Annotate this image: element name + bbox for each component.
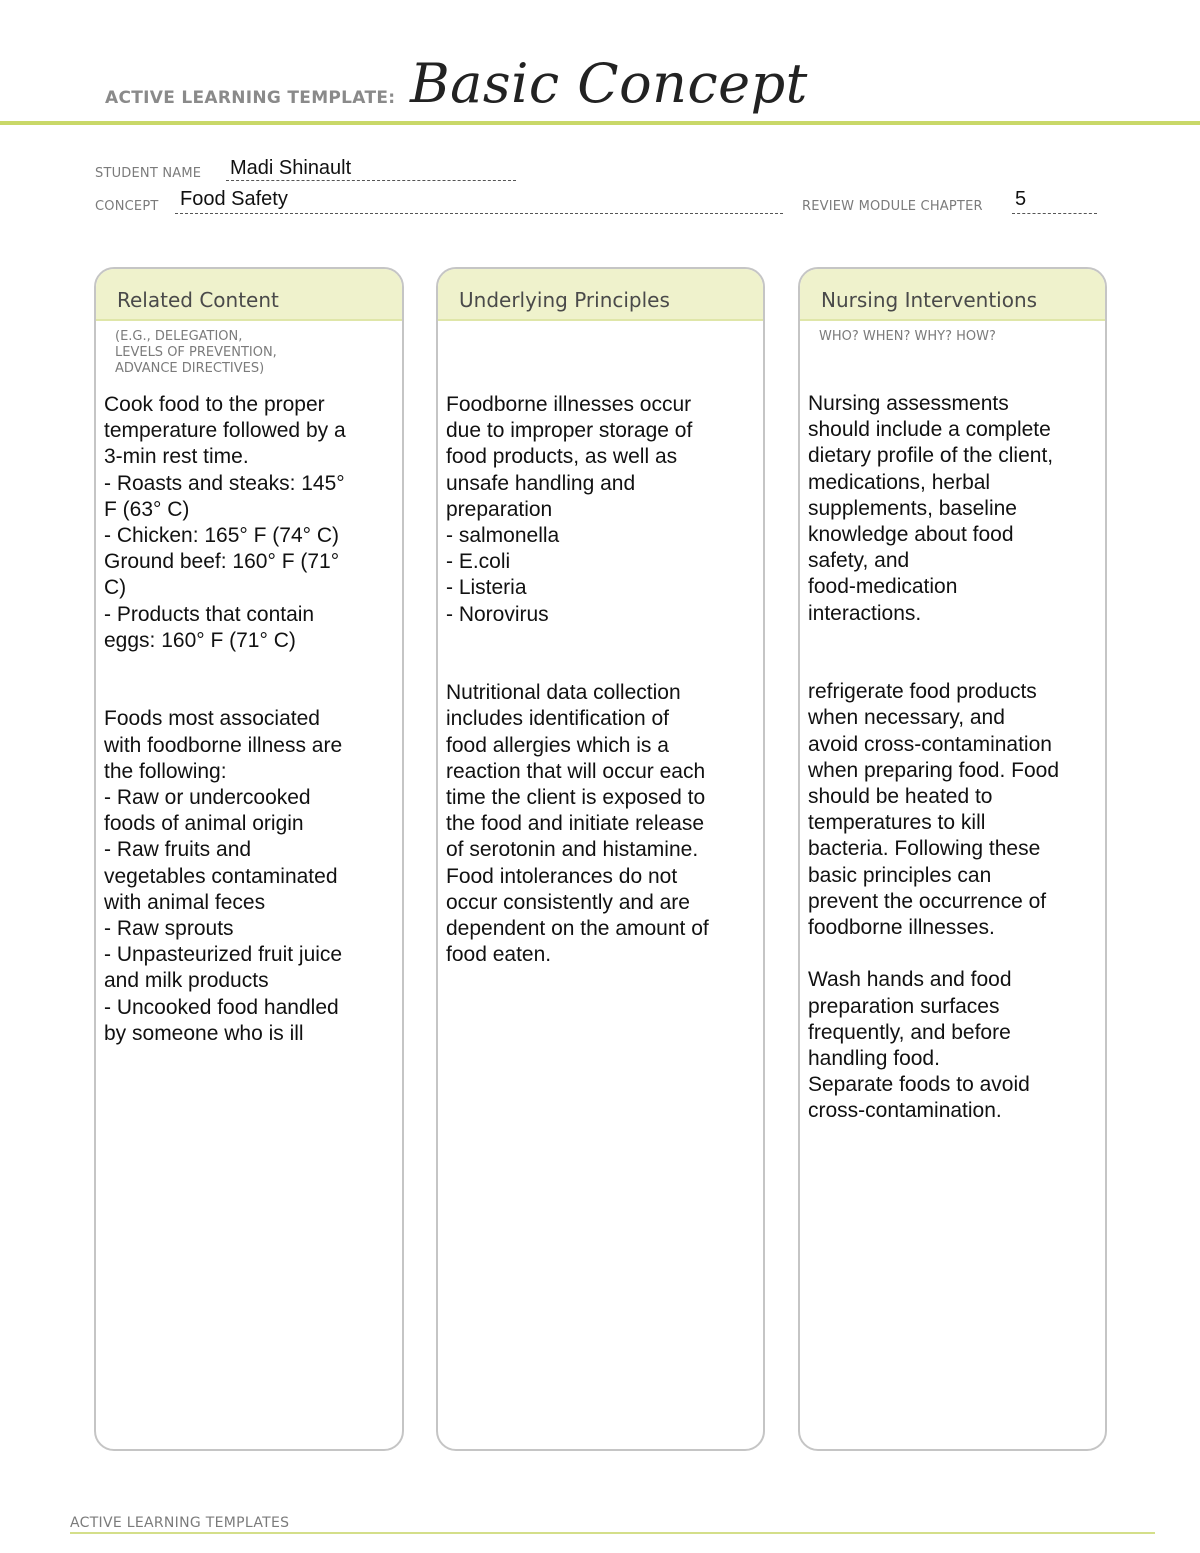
underlying-principles-card (436, 267, 765, 1451)
concept-label: CONCEPT (95, 199, 159, 214)
underlying-principles-body[interactable]: Foodborne illnesses occur due to improper storage of food products, as well as unsafe handling and preparation - salmonella - E.coli - Listeria - Norovirus Nutritional data collection includes identification of food allergies which is a reaction that will occur each time the client is exposed to the food and initiate release of serotonin and histamine. Food intolerances do not occur consistently and are dependent on the amount of food eaten. (446, 393, 709, 967)
student-name-field[interactable]: Madi Shinault (230, 157, 352, 179)
student-name-label: STUDENT NAME (95, 166, 202, 181)
chapter-line (1012, 213, 1097, 214)
related-content-title: Related Content (96, 269, 402, 321)
concept-line (175, 213, 783, 214)
nursing-interventions-card (798, 267, 1107, 1451)
footer-label: ACTIVE LEARNING TEMPLATES (70, 1515, 290, 1531)
underlying-principles-title: Underlying Principles (438, 269, 763, 321)
header-divider (0, 121, 1200, 125)
page-header (0, 0, 1200, 130)
template-label: ACTIVE LEARNING TEMPLATE: (105, 88, 396, 108)
related-content-body[interactable]: Cook food to the proper temperature followed by a 3-min rest time. - Roasts and steaks: 145° F (63° C) - Chicken: 165° F (74° C) Ground beef: 160° F (71° C) - Products that contain eggs: 160° F (71° C) Foods most associated with foodborne illness are the following: - Raw or undercooked foods of animal origin - Raw fruits and vegetables contaminated with animal feces - Raw sprouts - Unpasteurized fruit juice and milk products - Uncooked food handled by someone who is ill (104, 393, 346, 1045)
student-name-line (226, 180, 516, 181)
concept-field[interactable]: Food Safety (180, 188, 288, 210)
related-content-subtitle: (E.G., DELEGATION, LEVELS OF PREVENTION, ADVANCE DIRECTIVES) (115, 329, 277, 376)
nursing-interventions-subtitle: WHO? WHEN? WHY? HOW? (819, 329, 996, 344)
footer-divider (70, 1532, 1155, 1534)
nursing-interventions-body[interactable]: Nursing assessments should include a complete dietary profile of the client, medications, herbal supplements, baseline knowledge about food safety, and food-medication interactions. refrigerate food products when necessary, and avoid cross-contamination when preparing food. Food should be heated to temperatures to kill bacteria. Following these basic principles can prevent the occurrence of foodborne illnesses. Wash hands and food preparation surfaces frequently, and before handling food. Separate foods to avoid cross-contamination. (808, 392, 1060, 1123)
chapter-label: REVIEW MODULE CHAPTER (802, 199, 983, 214)
related-content-card (94, 267, 404, 1451)
nursing-interventions-title: Nursing Interventions (800, 269, 1105, 321)
template-title: Basic Concept (410, 52, 808, 115)
chapter-field[interactable]: 5 (1015, 188, 1027, 210)
